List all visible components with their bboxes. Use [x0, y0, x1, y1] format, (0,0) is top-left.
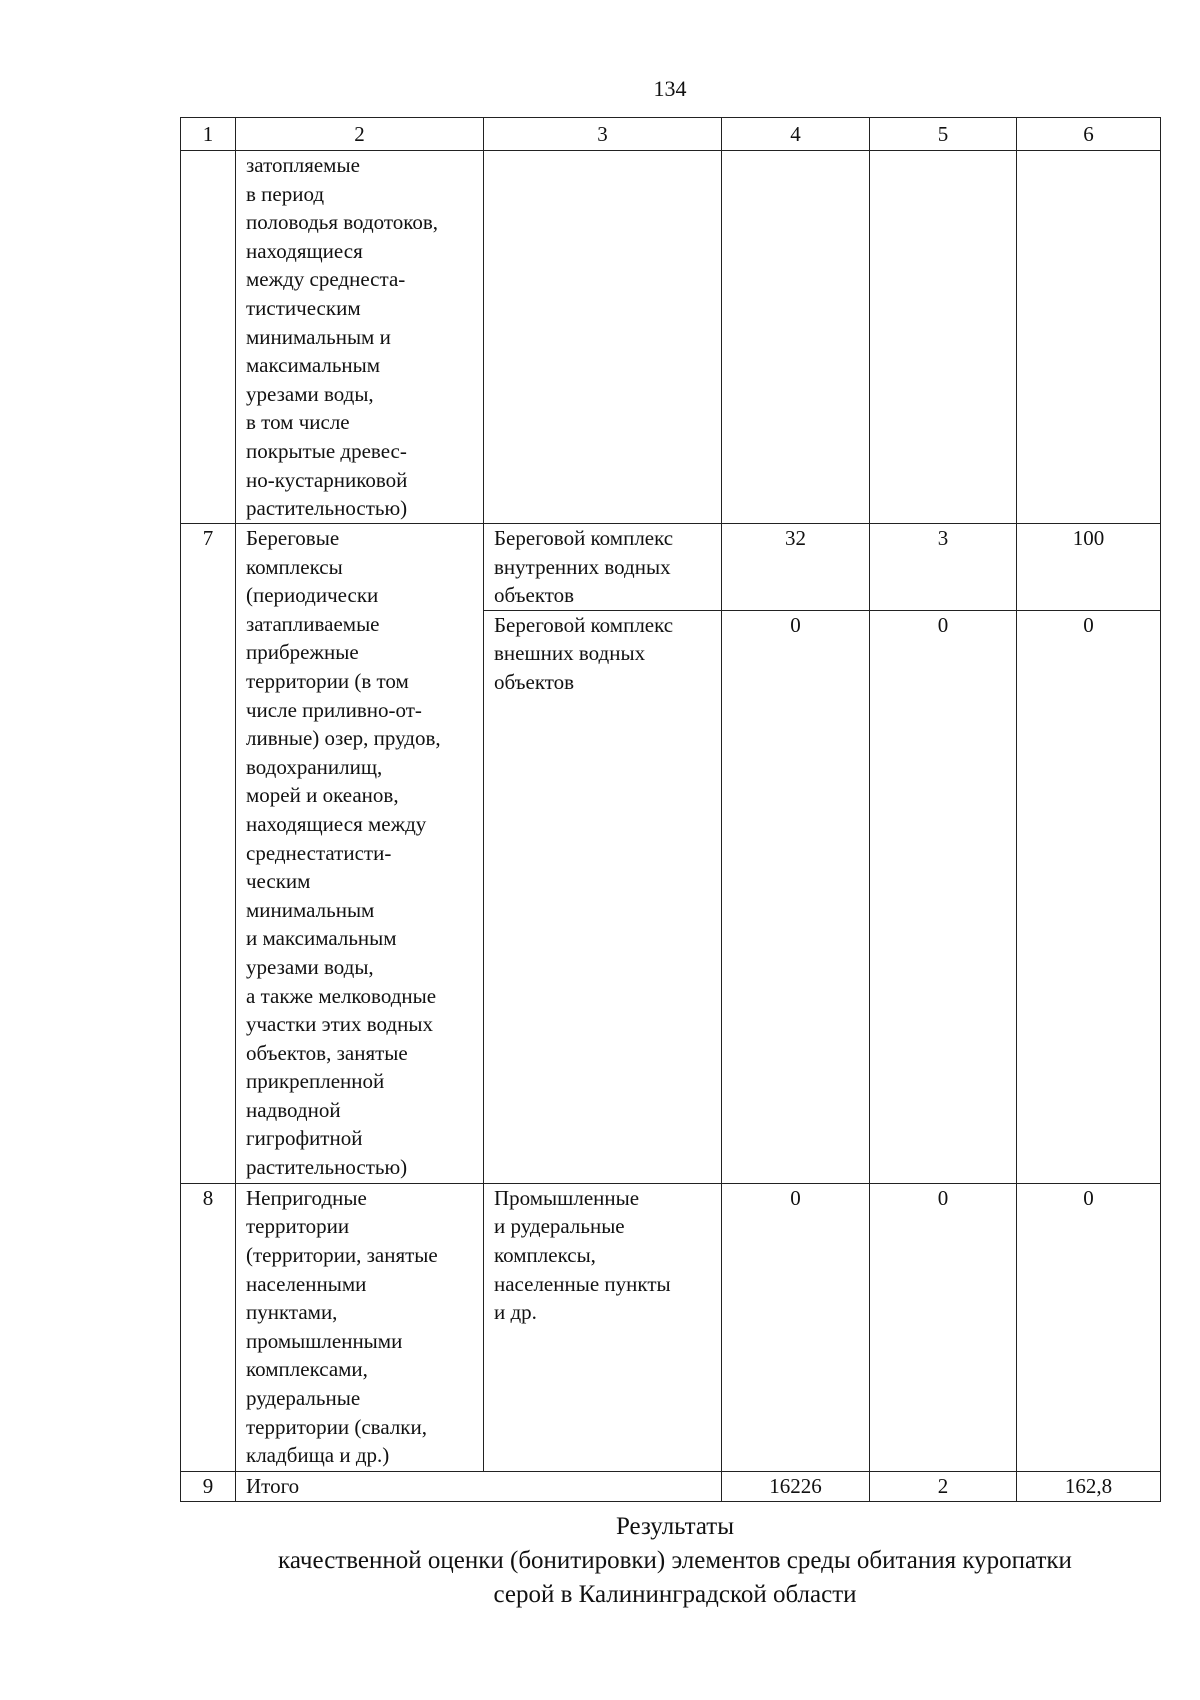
total-row — [181, 1471, 1161, 1501]
value-cell: 100 — [1017, 524, 1161, 611]
habitat-table — [180, 117, 1161, 1502]
results-heading-line: качественной оценки (бонитировки) элементов среды обитания куропатки — [278, 1547, 1072, 1574]
header-cell: 5 — [870, 118, 1017, 151]
value-cell — [722, 151, 870, 524]
type-cell — [484, 151, 722, 524]
header-cell: 2 — [236, 118, 484, 151]
category-cell: Непригодные территории (территории, занятые населенными пунктами, промышленными комплексами, рудеральные территории (свалки, кладбища и др.) — [236, 1183, 484, 1471]
row-number-cell: 7 — [181, 524, 236, 1184]
type-cell: Береговой комплекс внутренних водных объектов — [484, 524, 722, 611]
row-number-cell: 8 — [181, 1183, 236, 1471]
type-cell: Промышленные и рудеральные комплексы, населенные пункты и др. — [484, 1183, 722, 1471]
table-header-row — [181, 118, 1161, 151]
table-row — [181, 151, 1161, 524]
total-value-cell: 16226 — [722, 1471, 870, 1501]
table-row — [181, 524, 1161, 611]
type-cell: Береговой комплекс внешних водных объектов — [484, 610, 722, 1183]
total-value-cell: 2 — [870, 1471, 1017, 1501]
row-number-cell: 9 — [181, 1471, 236, 1501]
table-row — [181, 1183, 1161, 1471]
category-cell: затопляемые в период половодья водотоков, находящиеся между среднеста- тистическим минимальным и максимальным урезами воды, в том числе покрытые древес- но-кустарниковой растительностью) — [236, 151, 484, 524]
total-value-cell: 162,8 — [1017, 1471, 1161, 1501]
header-cell: 6 — [1017, 118, 1161, 151]
value-cell: 0 — [1017, 610, 1161, 1183]
header-cell: 4 — [722, 118, 870, 151]
value-cell: 0 — [870, 1183, 1017, 1471]
results-heading-title: Результаты — [615, 1513, 735, 1540]
results-heading — [190, 1510, 1160, 1612]
row-number-cell — [181, 151, 236, 524]
page-number: 134 — [653, 76, 687, 101]
total-label-cell: Итого — [236, 1471, 722, 1501]
header-cell: 3 — [484, 118, 722, 151]
value-cell: 0 — [722, 610, 870, 1183]
results-heading-line: серой в Калининградской области — [493, 1581, 857, 1608]
value-cell — [1017, 151, 1161, 524]
value-cell: 0 — [870, 610, 1017, 1183]
value-cell: 0 — [722, 1183, 870, 1471]
value-cell: 3 — [870, 524, 1017, 611]
value-cell: 0 — [1017, 1183, 1161, 1471]
category-cell: Береговые комплексы (периодически затапливаемые прибрежные территории (в том числе приливно-от- ливные) озер, прудов, водохранилищ, морей и океанов, находящиеся между среднестатисти- ческим минимальным и максимальным урезами воды, а также мелководные участки этих водных объектов, занятые прикрепленной надводной гигрофитной растительностью) — [236, 524, 484, 1184]
value-cell — [870, 151, 1017, 524]
header-cell: 1 — [181, 118, 236, 151]
value-cell: 32 — [722, 524, 870, 611]
